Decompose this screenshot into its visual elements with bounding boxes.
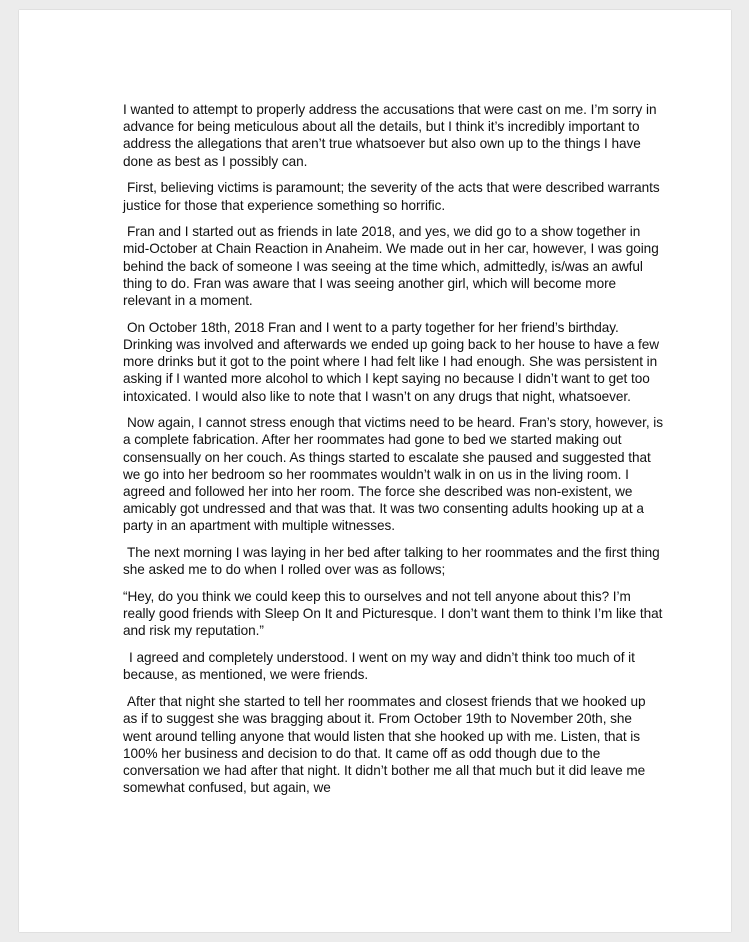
document-page [19, 10, 731, 932]
paragraph-friends: Fran and I started out as friends in late 2018, and yes, we did go to a show together in mid-October at Chain Reaction in Anaheim. We made out in her car, however, I was going behind the back of someone I was seeing at the time which, admittedly, is/was an awful thing to do. Fran was aware that I was seeing another girl, which will become more relevant in a moment. [123, 224, 659, 309]
paragraph-believing-victims: First, believing victims is paramount; the severity of the acts that were described warrants justice for those that experience something so horrific. [123, 180, 660, 213]
paragraph-fabrication: Now again, I cannot stress enough that victims need to be heard. Fran’s story, however, is a complete fabrication. After her roommates had gone to bed we started making out consensually on her couch. As things started to escalate she paused and suggested that we go into her bedroom so her roommates wouldn’t walk in on us in the living room. I agreed and followed her into her room. The force she described was non-existent, we amicably got undressed and that was that. It was two consenting adults hooking up at a party in an apartment with multiple witnesses. [123, 415, 664, 534]
paragraph-quote: “Hey, do you think we could keep this to ourselves and not tell anyone about this? I’m really good friends with Sleep On It and Picturesque. I don’t want them to think I’m like that and risk my reputation.” [123, 589, 663, 639]
paragraph-next-morning: The next morning I was laying in her bed after talking to her roommates and the first thing she asked me to do when I rolled over was as follows; [123, 545, 660, 578]
paragraph-intro: I wanted to attempt to properly address the accusations that were cast on me. I’m sorry in advance for being meticulous about all the details, but I think it’s incredibly important to address the allegations that aren’t true whatsoever but also own up to the things I have done as best as I possibly can. [123, 102, 657, 169]
paragraph-after-that-night: After that night she started to tell her roommates and closest friends that we hooked up as if to suggest she was bragging about it. From October 19th to November 20th, she went around telling anyone that would listen that she hooked up with me. Listen, that is 100% her business and decision to do that. It came off as odd though due to the conversation we had after that night. It didn’t bother me all that much but it did leave me somewhat confused, but again, we [123, 694, 646, 796]
paragraph-party: On October 18th, 2018 Fran and I went to a party together for her friend’s birthday. Drinking was involved and afterwards we ended up going back to her house to have a few more drinks but it got to the point where I had felt like I had enough. She was persistent in asking if I wanted more alcohol to which I kept saying no because I didn’t want to get too intoxicated. I would also like to note that I wasn’t on any drugs that night, whatsoever. [123, 319, 660, 404]
paragraph-agreed: I agreed and completely understood. I went on my way and didn’t think too much of it because, as mentioned, we were friends. [123, 650, 635, 683]
document-body [123, 101, 663, 806]
